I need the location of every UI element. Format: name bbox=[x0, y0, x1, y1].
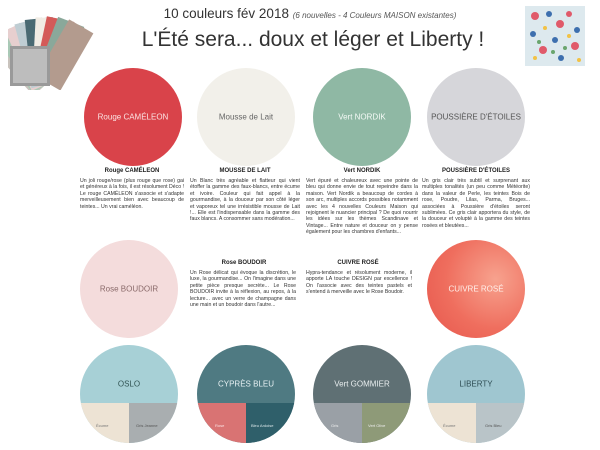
swatch-oslo bbox=[80, 345, 178, 443]
swatch-vert-gommier bbox=[313, 345, 411, 443]
swatch-label: Rose BOUDOIR bbox=[99, 284, 159, 294]
swatch-cuivre-rose bbox=[427, 240, 525, 338]
liberty-fabric-image bbox=[525, 6, 585, 66]
segment-label: Gris Bleu bbox=[485, 423, 502, 428]
desc-title-cuivre: CUIVRE ROSÉ bbox=[337, 260, 379, 266]
swatch-label: CUIVRE ROSÉ bbox=[448, 284, 504, 294]
segment-label: Rose bbox=[215, 423, 225, 428]
desc-title-boudoir: Rose BOUDOIR bbox=[221, 260, 267, 266]
swatch-label: LIBERTY bbox=[459, 379, 493, 389]
segment-label: Gris bbox=[331, 423, 339, 428]
swatch-label: CYPRÈS BLEU bbox=[217, 379, 275, 389]
swatch-poussiere-etoiles bbox=[427, 68, 525, 166]
desc-text-poussiere: Un gris clair très subtil et surprenant aux multiples tonalités (un peu comme Météorite) dans la valeur de Perle, les teintes Bois de rose, Poudre, Lilas, Parma, Bruges... associées à Poussière d'étoiles seront sublimées. Ce gris clair apportera du style, de la douceur et volupté à la gamme des teintes rosées et bleutées... bbox=[422, 178, 530, 229]
swatch-liberty bbox=[427, 345, 525, 443]
swatch-rouge-cameleon bbox=[84, 68, 182, 166]
swatch-rose-boudoir bbox=[80, 240, 178, 338]
segment-label: Bleu Ardoise bbox=[251, 423, 274, 428]
desc-title-nordik: Vert NORDIK bbox=[343, 168, 381, 174]
swatch-label: Vert GOMMIER bbox=[334, 379, 390, 389]
swatch-label: Mousse de Lait bbox=[218, 112, 274, 122]
desc-text-cuivre: Hypra-tendance et résolument moderne, il apporte LA touche DESIGN par excellence ! On l'associe avec des teintes pastels et s'entend à merveille avec le Rose Boudoir. bbox=[306, 270, 412, 296]
segment-label: Gris Jeanne bbox=[136, 423, 158, 428]
swatch-mousse-de-lait bbox=[197, 68, 295, 166]
page-title bbox=[150, 6, 470, 21]
desc-text-rouge: Un joli rouge/rose (plus rouge que rose) gai et généreux à la fois, il est résolument Déco ! Le rouge CAMÉLEON s'associe et s'adapte merveilleusement bien avec beaucoup de teintes... Un vrai caméléon. bbox=[80, 178, 184, 210]
segment-label: Écume bbox=[443, 423, 456, 428]
swatch-label: Rouge CAMÉLEON bbox=[97, 112, 169, 122]
swatch-cypres-bleu bbox=[197, 345, 295, 443]
title-subtitle: (6 nouvelles - 4 Couleurs MAISON existantes) bbox=[292, 11, 457, 20]
headline: L'Été sera... doux et léger et Liberty ! bbox=[141, 28, 485, 51]
swatch-vert-nordik bbox=[313, 68, 411, 166]
desc-title-poussiere: POUSSIÈRE D'ÉTOILES bbox=[442, 168, 510, 174]
segment-label: Vert Olive bbox=[368, 423, 386, 428]
desc-title-mousse: MOUSSE DE LAIT bbox=[219, 168, 271, 174]
swatch-label: POUSSIÈRE D'ÉTOILES bbox=[431, 112, 521, 122]
segment-label: Écume bbox=[96, 423, 109, 428]
desc-text-boudoir: Un Rose délicat qui évoque la discrétion, le luxe, la gourmandise... On l'imagine dans une petite pièce presque secrète... Le Rose BOUDOIR invite à la réflexion, au repos, à la lecture... avec un verre de champagne dans une main et un boudoir dans l'autre... bbox=[190, 270, 296, 309]
title-text: 10 couleurs fév 2018 bbox=[163, 6, 289, 21]
desc-text-nordik: Vert épuré et chaleureux avec une pointe de bleu qui donne envie de tout repeindre dans la maison. Vert Nordik a beaucoup de cordes à son arc, multiples accords possibles notamment avec les 4 nouvelles Couleurs Maison qui rejoignent le nuancier principal ? De quoi nourrir les idées sur les thèmes Scandinave et Vintage... Entre nature et douceur on y pense également pour les chambres d'enfants... bbox=[306, 178, 418, 236]
desc-text-mousse: Un Blanc très agréable et flatteur qui vient étoffer la gamme des faux-blancs, entre écume et ivoire. Couleur qui fait appel à la gourmandise, à la douceur par son côté léger et vaporeux tel une irrésistible mousse de Lait !... Elle est l'indispensable dans la gamme des faux blancs. A consommer sans modération... bbox=[190, 178, 300, 223]
desc-title-rouge: Rouge CAMÉLEON bbox=[104, 168, 160, 174]
swatch-label: Vert NORDIK bbox=[338, 112, 386, 122]
swatch-label: OSLO bbox=[117, 379, 141, 389]
floral-pattern-icon bbox=[525, 6, 585, 66]
